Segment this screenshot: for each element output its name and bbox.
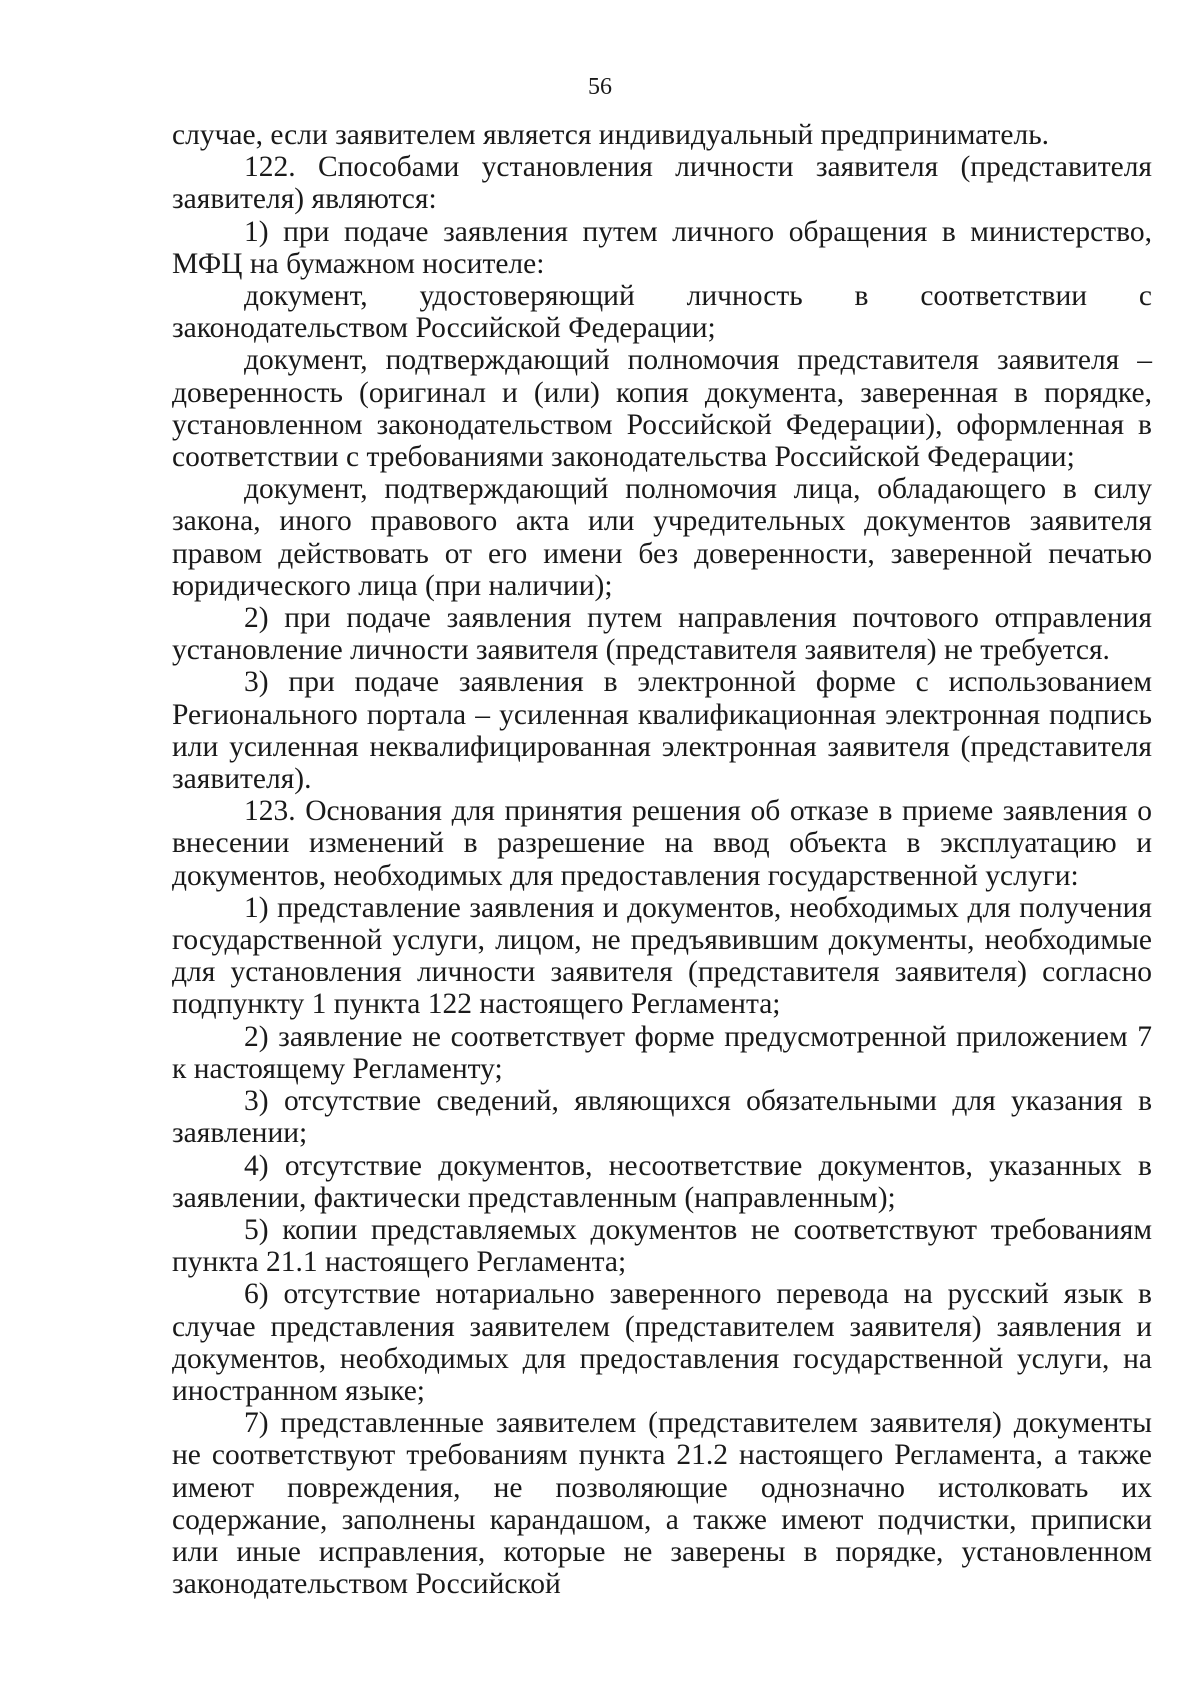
paragraph-123-item-5: 5) копии представляемых документов не соответствуют требованиям пункта 21.1 настоящего Регламента; [172, 1213, 1152, 1279]
paragraph-123-item-3: 3) отсутствие сведений, являющихся обязательными для указания в заявлении; [172, 1085, 1152, 1150]
paragraph-122-item-2: 2) при подаче заявления путем направления почтового отправления установление личности заявителя (представителя заявителя) не требуется. [172, 602, 1152, 667]
paragraph-123-item-4: 4) отсутствие документов, несоответствие документов, указанных в заявлении, фактически представленным (направленным); [172, 1149, 1152, 1214]
paragraph-123-item-7: 7) представленные заявителем (представителем заявителя) документы не соответствуют требованиям пункта 21.2 настоящего Регламента, а также имеют повреждения, не позволяющие однозначно истолковать их содержание, заполнены карандашом, а также имеют подчистки, приписки или иные исправления, которые не заверены в порядке, установленном законодательством Российской [172, 1407, 1152, 1601]
paragraph-122-item-3: 3) при подаче заявления в электронной форме с использованием Регионального портала – усиленная квалификационная электронная подпись или усиленная неквалифицированная электронная заявителя (представителя заявителя). [172, 666, 1152, 796]
paragraph-representative-authority: документ, подтверждающий полномочия представителя заявителя – доверенность (оригинал и (или) копия документа, заверенная в порядке, установленном законодательством Российской Федерации), оформленная в соответствии с требованиями законодательства Российской Федерации; [172, 344, 1152, 474]
page-number: 56 [588, 74, 612, 100]
paragraph-123-item-6: 6) отсутствие нотариально заверенного перевода на русский язык в случае представления заявителем (представителем заявителя) заявления и документов, необходимых для предоставления государственной услуги, на иностранном языке; [172, 1278, 1152, 1407]
paragraph-123-item-1: 1) представление заявления и документов, необходимых для получения государственной услуги, лицом, не предъявившим документы, необходимые для установления личности заявителя (представителя заявителя) согласно подпункту 1 пункта 122 настоящего Регламента; [172, 891, 1152, 1021]
paragraph-123: 123. Основания для принятия решения об отказе в приеме заявления о внесении изменений в разрешение на ввод объекта в эксплуатацию и документов, необходимых для предоставления государственной услуги: [172, 795, 1152, 892]
paragraph-122: 122. Способами установления личности заявителя (представителя заявителя) являются: [172, 151, 1152, 216]
paragraph-legal-entity-authority: документ, подтверждающий полномочия лица, обладающего в силу закона, иного правового акта или учредительных документов заявителя правом действовать от его имени без доверенности, заверенной печатью юридического лица (при наличии); [172, 473, 1152, 602]
paragraph-122-item-1: 1) при подаче заявления путем личного обращения в министерство, МФЦ на бумажном носителе: [172, 215, 1152, 280]
paragraph-continuation: случае, если заявителем является индивидуальный предприниматель. [172, 119, 1050, 151]
paragraph-identity-document: документ, удостоверяющий личность в соответствии с законодательством Российской Федерации; [172, 280, 1152, 345]
paragraph-123-item-2: 2) заявление не соответствует форме предусмотренной приложением 7 к настоящему Регламенту; [172, 1020, 1152, 1085]
document-body [172, 119, 1152, 1600]
